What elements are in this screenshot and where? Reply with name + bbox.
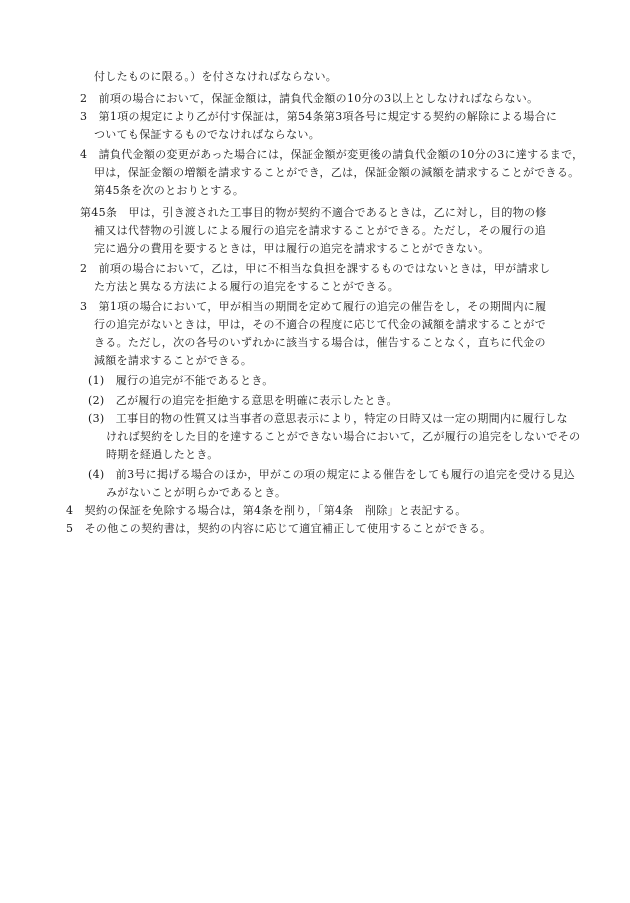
text-line-8: 第45条 甲は，引き渡された工事目的物が契約不適合であるときは，乙に対し，目的物の修	[80, 206, 547, 219]
text-line-21: 時期を経過したとき。	[106, 448, 219, 461]
text-line-22: (4) 前3号に掲げる場合のほか，甲がこの項の規定による催告をしても履行の追完を受ける見込	[88, 468, 576, 481]
text-line-15: きる。ただし，次の各号のいずれかに該当する場合は，催告することなく，直ちに代金の	[94, 336, 546, 349]
text-line-20: ければ契約をした目的を達することができない場合において，乙が履行の追完をしないでその	[106, 430, 581, 443]
text-line-16: 減額を請求することができる。	[94, 354, 253, 367]
text-line-24: 4 契約の保証を免除する場合は，第4条を削り，「第4条 削除」と表記する。	[66, 504, 467, 517]
text-line-10: 完に過分の費用を要するときは，甲は履行の追完を請求することができない。	[94, 242, 490, 255]
text-line-23: みがないことが明らかであるとき。	[106, 486, 287, 499]
text-line-17: (1) 履行の追完が不能であるとき。	[88, 374, 274, 387]
text-line-19: (3) 工事目的物の性質又は当事者の意思表示により，特定の日時又は一定の期間内に履行しな	[88, 412, 568, 425]
text-line-6: 甲は，保証金額の増額を請求することができ，乙は，保証金額の減額を請求することができる。	[94, 166, 580, 179]
text-line-9: 補又は代替物の引渡しによる履行の追完を請求することができる。ただし，その履行の追	[94, 224, 546, 237]
text-line-5: 4 請負代金額の変更があった場合には，保証金額が変更後の請負代金額の10分の3に達するまで，	[80, 148, 584, 161]
text-line-4: ついても保証するものでなければならない。	[94, 128, 320, 141]
text-line-11: 2 前項の場合において，乙は，甲に不相当な負担を課するものではないときは，甲が請求し	[80, 262, 551, 275]
text-line-2: 2 前項の場合において，保証金額は，請負代金額の10分の3以上としなければならない。	[80, 92, 539, 105]
text-line-3: 3 第1項の規定により乙が付す保証は，第54条第3項各号に規定する契約の解除による場合に	[80, 110, 558, 123]
text-line-7: 第45条を次のとおりとする。	[94, 184, 245, 197]
text-line-14: 行の追完がないときは，甲は，その不適合の程度に応じて代金の減額を請求することがで	[94, 318, 546, 331]
text-line-18: (2) 乙が履行の追完を拒絶する意思を明確に表示したとき。	[88, 394, 398, 407]
text-line-25: 5 その他この契約書は，契約の内容に応じて適宜補正して使用することができる。	[66, 522, 492, 535]
text-line-12: た方法と異なる方法による履行の追完をすることができる。	[94, 280, 400, 293]
text-line-13: 3 第1項の場合において，甲が相当の期間を定めて履行の追完の催告をし，その期間内に履	[80, 300, 547, 313]
text-line-1: 付したものに限る。）を付さなければならない。	[94, 70, 338, 83]
